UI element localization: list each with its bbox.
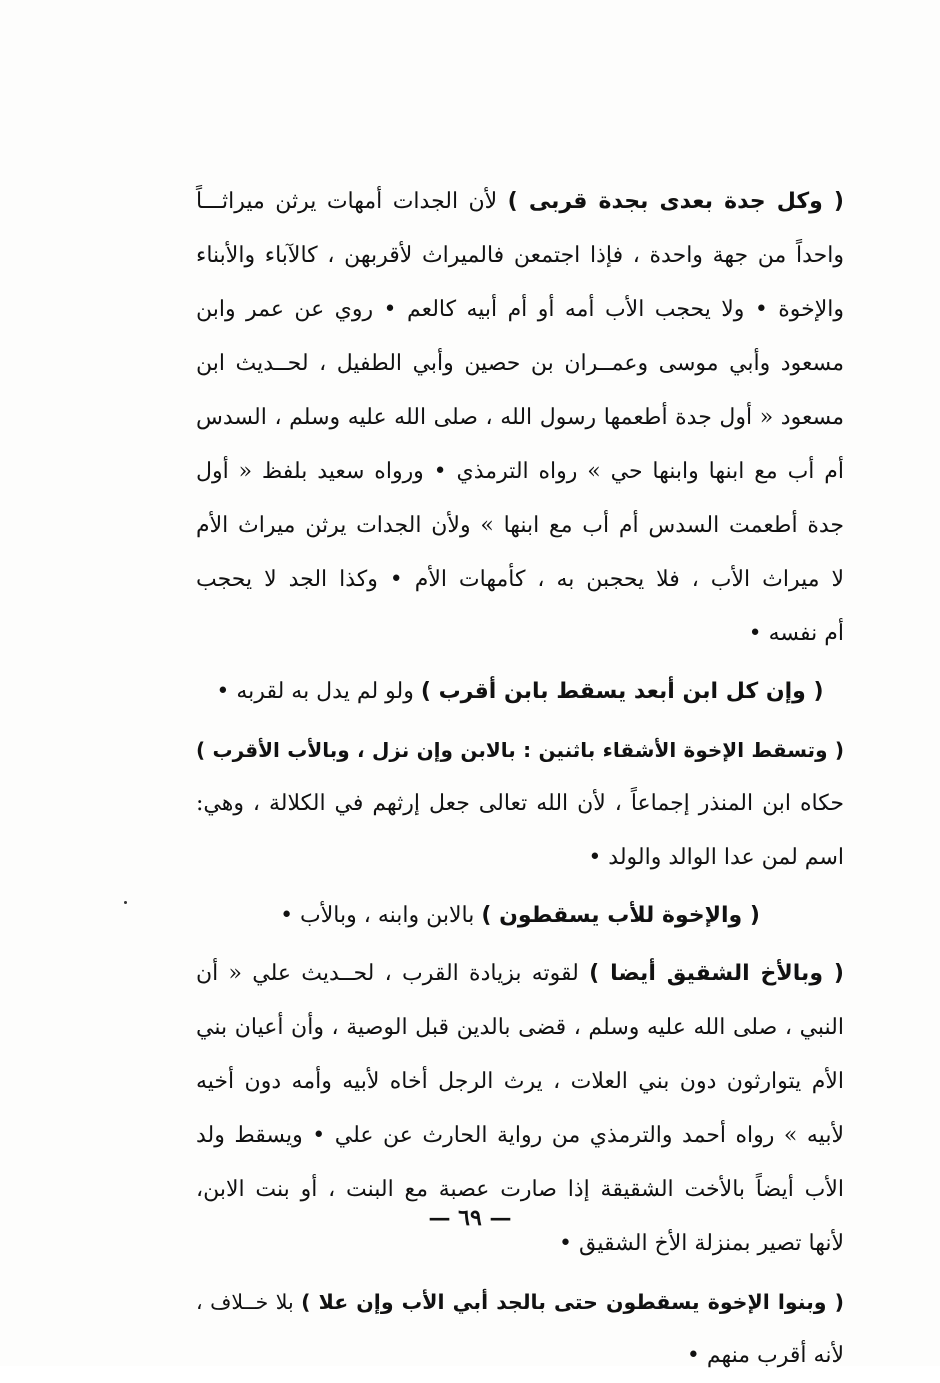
body-text xyxy=(196,175,844,1383)
text-line xyxy=(196,831,844,885)
paragraph-nephews xyxy=(196,1275,844,1383)
line-text: واحداً من جهة واحدة ، فإذا اجتمعن فالميراث لأقربهن ، كالآباء والأبناء xyxy=(196,243,844,268)
text-line xyxy=(196,445,844,499)
line-text: ولو لم يدل به لقربه • xyxy=(216,679,421,704)
line-text: والإخوة • ولا يحجب الأب أمه أو أم أبيه كالعم • روي عن عمر وابن xyxy=(196,297,844,322)
text-line xyxy=(196,283,844,337)
text-line xyxy=(196,1275,844,1329)
text-line xyxy=(196,1001,844,1055)
line-text: اسم لمن عدا الوالد والولد • xyxy=(588,845,844,870)
text-line xyxy=(196,391,844,445)
text-line xyxy=(196,1329,844,1383)
line-text: مسعود « أول جدة أطعمها رسول الله ، صلى الله عليه وسلم ، السدس xyxy=(196,405,844,430)
line-text: النبي ، صلى الله عليه وسلم ، قضى بالدين قبل الوصية ، وأن أعيان بني xyxy=(196,1015,844,1040)
page-number: — ٦٩ — xyxy=(428,1205,512,1231)
line-text: الأم يتوارثون دون بني العلات ، يرث الرجل أخاه لأبيه وأمه دون أخيه xyxy=(196,1069,844,1094)
scan-speck xyxy=(124,901,127,904)
bold-heading: ( وتسقط الإخوة الأشقاء باثنين : بالابن وإن نزل ، وبالأب الأقرب ) xyxy=(196,738,844,762)
text-line xyxy=(196,665,844,719)
text-line xyxy=(196,777,844,831)
bold-heading: ( وبالأخ الشقيق أيضا ) xyxy=(589,961,844,986)
line-text: لأبيه » رواه أحمد والترمذي من رواية الحارث عن علي • ويسقط ولد xyxy=(196,1123,844,1148)
text-line xyxy=(196,889,844,943)
text-line xyxy=(196,337,844,391)
text-line xyxy=(196,1055,844,1109)
text-line xyxy=(196,607,844,661)
text-line xyxy=(196,723,844,777)
line-text: الأب أيضاً بالأخت الشقيقة إذا صارت عصبة مع البنت ، أو بنت الابن، xyxy=(196,1177,844,1202)
line-text: بالابن وابنه ، وبالأب • xyxy=(280,903,482,928)
line-text: لأن الجدات أمهات يرثن ميراثـــاً xyxy=(196,189,508,214)
bold-heading: ( والإخوة للأب يسقطون ) xyxy=(481,903,760,928)
line-text: أم أب مع ابنها وابنها حي » رواه الترمذي • ورواه سعيد بلفظ « أول xyxy=(196,459,844,484)
line-text: بلا خــلاف ، xyxy=(196,1290,302,1314)
line-text: أم نفسه • xyxy=(748,621,844,646)
text-line xyxy=(196,553,844,607)
bold-heading: ( وكل جدة بعدى بجدة قربى ) xyxy=(507,189,844,214)
bold-heading: ( وبنوا الإخوة يسقطون حتى بالجد أبي الأب وإن علا ) xyxy=(301,1290,844,1314)
text-line xyxy=(196,947,844,1001)
paragraph-full-brothers xyxy=(196,723,844,885)
text-line xyxy=(196,499,844,553)
text-line xyxy=(196,175,844,229)
line-text: لا ميراث الأب ، فلا يحجبن به ، كأمهات الأم • وكذا الجد لا يحجب xyxy=(196,567,844,592)
line-text: مسعود وأبي موسى وعمــران بن حصين وأبي الطفيل ، لحــديث ابن xyxy=(196,351,844,376)
text-line xyxy=(196,229,844,283)
paragraph-paternal-brothers xyxy=(196,889,844,943)
line-text: حكاه ابن المنذر إجماعاً ، لأن الله تعالى جعل إرثهم في الكلالة ، وهي: xyxy=(196,791,844,816)
line-text: لأنه أقرب منهم • xyxy=(686,1343,844,1368)
bold-heading: ( وإن كل ابن أبعد يسقط بابن أقرب ) xyxy=(420,679,824,704)
text-line xyxy=(196,1109,844,1163)
line-text: جدة أطعمت السدس أم أب مع ابنها » ولأن الجدات يرثن ميراث الأم xyxy=(196,513,844,538)
line-text: لقوته بزيادة القرب ، لحــديث علي « أن xyxy=(196,961,590,986)
line-text: لأنها تصير بمنزلة الأخ الشقيق • xyxy=(559,1231,844,1256)
paragraph-grandmothers xyxy=(196,175,844,661)
paragraph-distant-son xyxy=(196,665,844,719)
